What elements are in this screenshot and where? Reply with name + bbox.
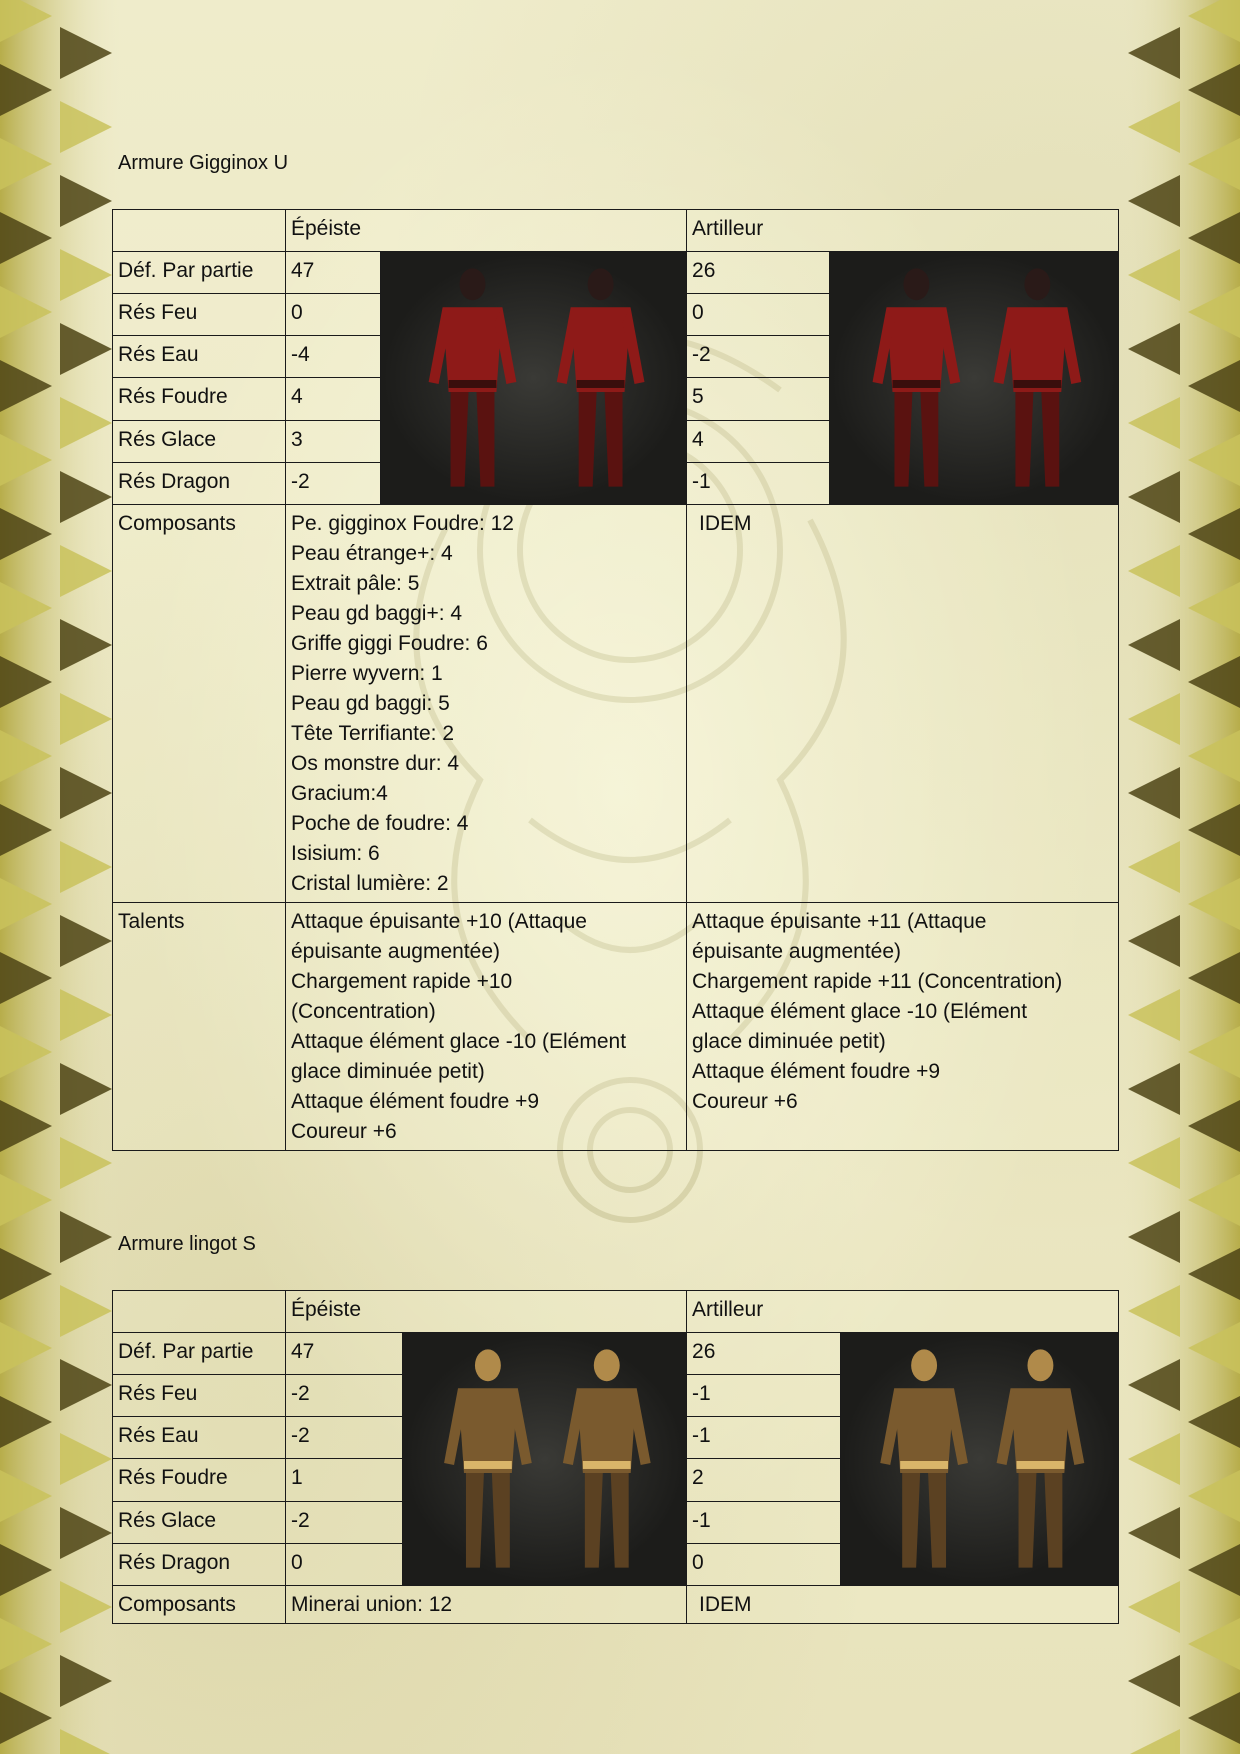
components-list — [286, 505, 687, 903]
stat-gunner-value: 2 — [687, 1459, 841, 1501]
gunner-armor-image — [830, 252, 1119, 505]
list-item: Attaque épuisante +11 (Attaque — [692, 910, 987, 933]
stat-label: Rés Feu — [113, 294, 286, 336]
stat-gunner-value: -1 — [687, 1417, 841, 1459]
components-row — [113, 505, 1119, 903]
lingot-armor-table — [112, 1290, 1119, 1624]
stat-swordsman-value: 0 — [286, 294, 381, 336]
talents-row — [113, 903, 1119, 1151]
stat-gunner-value: -2 — [687, 336, 830, 378]
female-armor-figure — [994, 268, 1082, 486]
stat-swordsman-value: 4 — [286, 378, 381, 420]
list-item: Minerai union: 12 — [291, 1593, 453, 1616]
stat-swordsman-value: -2 — [286, 1417, 403, 1459]
header-gunner: Artilleur — [687, 1291, 1119, 1333]
header-swordsman: Épéiste — [286, 1291, 687, 1333]
list-item: Attaque épuisante +10 (Attaque — [291, 910, 587, 933]
stat-label: Déf. Par partie — [113, 1333, 286, 1375]
stat-gunner-value: 5 — [687, 378, 830, 420]
list-item: Attaque élément foudre +9 — [692, 1060, 941, 1083]
components-list — [286, 1586, 687, 1624]
left-border-decoration — [0, 0, 120, 1754]
stat-gunner-value: 4 — [687, 420, 830, 462]
stat-gunner-value: -1 — [687, 1375, 841, 1417]
stat-swordsman-value: -2 — [286, 1375, 403, 1417]
list-item: Attaque élément glace -10 (Elément — [291, 1030, 627, 1053]
header-empty-cell — [113, 1291, 286, 1333]
stat-swordsman-value: -2 — [286, 1501, 403, 1543]
list-item: Cristal lumière: 2 — [291, 872, 449, 895]
list-item: Poche de foudre: 4 — [291, 812, 469, 835]
stat-gunner-value: 0 — [687, 1543, 841, 1585]
female-armor-figure — [557, 268, 645, 486]
stat-swordsman-value: 1 — [286, 1459, 403, 1501]
male-armor-figure — [444, 1349, 532, 1567]
stat-label: Rés Dragon — [113, 462, 286, 504]
talents-label: Talents — [113, 903, 286, 1151]
swordsman-armor-image — [381, 252, 687, 505]
list-item: Chargement rapide +10 — [291, 970, 513, 993]
components-gunner: IDEM — [687, 1586, 1119, 1624]
table-header-row — [113, 1291, 1119, 1333]
stat-gunner-value: 26 — [687, 1333, 841, 1375]
list-item: Isisium: 6 — [291, 842, 380, 865]
stat-row-defense — [113, 252, 1119, 294]
stat-label: Rés Foudre — [113, 1459, 286, 1501]
right-border-decoration — [1120, 0, 1240, 1754]
list-item: Attaque élément glace -10 (Elément — [692, 1000, 1028, 1023]
gigginox-armor-table — [112, 209, 1119, 1151]
stat-label: Rés Dragon — [113, 1543, 286, 1585]
components-gunner: IDEM — [687, 505, 1119, 903]
list-item: Gracium:4 — [291, 782, 388, 805]
list-item: Extrait pâle: 5 — [291, 572, 420, 595]
list-item: (Concentration) — [291, 1000, 436, 1023]
list-item: Peau gd baggi+: 4 — [291, 602, 463, 625]
list-item: Coureur +6 — [291, 1120, 397, 1143]
list-item: Attaque élément foudre +9 — [291, 1090, 540, 1113]
components-label: Composants — [113, 505, 286, 903]
table-header-row — [113, 210, 1119, 252]
stat-label: Rés Eau — [113, 336, 286, 378]
gunner-armor-image — [841, 1333, 1119, 1586]
stat-gunner-value: 26 — [687, 252, 830, 294]
male-armor-figure — [880, 1349, 968, 1567]
list-item: Pierre wyvern: 1 — [291, 662, 443, 685]
female-armor-figure — [563, 1349, 651, 1567]
list-item: Griffe giggi Foudre: 6 — [291, 632, 488, 655]
header-gunner: Artilleur — [687, 210, 1119, 252]
male-armor-figure — [429, 268, 517, 486]
list-item: Tête Terrifiante: 2 — [291, 722, 455, 745]
stat-swordsman-value: 0 — [286, 1543, 403, 1585]
list-item: glace diminuée petit) — [291, 1060, 485, 1083]
talents-swordsman — [286, 903, 687, 1151]
stat-swordsman-value: 47 — [286, 1333, 403, 1375]
stat-swordsman-value: 3 — [286, 420, 381, 462]
list-item: Os monstre dur: 4 — [291, 752, 460, 775]
stat-label: Rés Glace — [113, 1501, 286, 1543]
components-label: Composants — [113, 1586, 286, 1624]
stat-label: Rés Eau — [113, 1417, 286, 1459]
list-item: Peau gd baggi: 5 — [291, 692, 450, 715]
header-empty-cell — [113, 210, 286, 252]
section-title-lingot: Armure lingot S — [118, 1233, 256, 1255]
stat-swordsman-value: -4 — [286, 336, 381, 378]
list-item: Pe. gigginox Foudre: 12 — [291, 512, 514, 535]
list-item: Coureur +6 — [692, 1090, 798, 1113]
components-row — [113, 1586, 1119, 1624]
stat-label: Rés Feu — [113, 1375, 286, 1417]
stat-gunner-value: -1 — [687, 1501, 841, 1543]
stat-label: Rés Glace — [113, 420, 286, 462]
list-item: épuisante augmentée) — [291, 940, 500, 963]
list-item: Peau étrange+: 4 — [291, 542, 453, 565]
header-swordsman: Épéiste — [286, 210, 687, 252]
swordsman-armor-image — [403, 1333, 687, 1586]
talents-gunner — [687, 903, 1119, 1151]
stat-swordsman-value: 47 — [286, 252, 381, 294]
list-item: épuisante augmentée) — [692, 940, 902, 963]
male-armor-figure — [873, 268, 961, 486]
section-title-gigginox: Armure Gigginox U — [118, 152, 289, 174]
female-armor-figure — [997, 1349, 1085, 1567]
list-item: Chargement rapide +11 (Concentration) — [692, 970, 1063, 993]
stat-gunner-value: 0 — [687, 294, 830, 336]
stat-label: Rés Foudre — [113, 378, 286, 420]
stat-label: Déf. Par partie — [113, 252, 286, 294]
stat-swordsman-value: -2 — [286, 462, 381, 504]
stat-row-defense — [113, 1333, 1119, 1375]
stat-gunner-value: -1 — [687, 462, 830, 504]
list-item: glace diminuée petit) — [692, 1030, 886, 1053]
